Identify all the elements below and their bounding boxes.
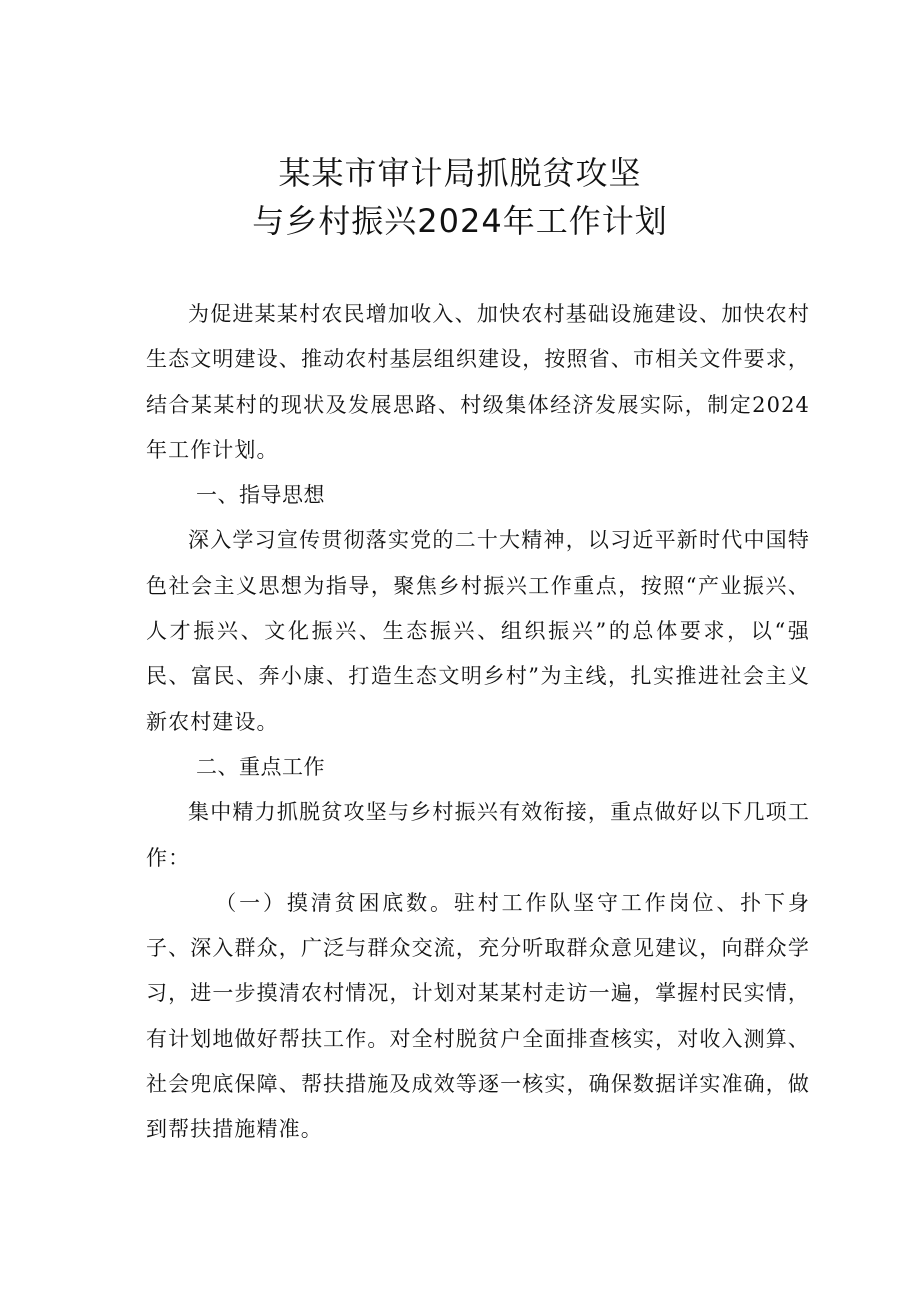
section-heading-guiding-ideology: 一、指导思想 <box>196 483 325 508</box>
key-work-item-1-paragraph: （一）摸清贫困底数。驻村工作队坚守工作岗位、扑下身子、深入群众，广泛与群众交流，充分听取群众意见建议，向群众学习，进一步摸清农村情况，计划对某某村走访一遍，掌握村民实情，有计划地做好帮扶工作。对全村脱贫户全面排查核实，对收入测算、社会兜底保障、帮扶措施及成效等逐一核实，确保数据详实准确，做到帮扶措施精准。 <box>146 890 810 1142</box>
guiding-ideology-paragraph: 深入学习宣传贯彻落实党的二十大精神，以习近平新时代中国特色社会主义思想为指导，聚焦乡村振兴工作重点，按照“产业振兴、人才振兴、文化振兴、生态振兴、组织振兴”的总体要求，以“强民、富民、奔小康、打造生态文明乡村”为主线，扎实推进社会主义新农村建设。 <box>146 528 810 734</box>
document-title-line-1: 某某市审计局抓脱贫攻坚 <box>278 154 642 192</box>
section-heading-key-work: 二、重点工作 <box>196 754 325 779</box>
document-body <box>146 292 810 1153</box>
intro-paragraph: 为促进某某村农民增加收入、加快农村基础设施建设、加快农村生态文明建设、推动农村基层组织建设，按照省、市相关文件要求，结合某某村的现状及发展思路、村级集体经济发展实际，制定2024年工作计划。 <box>146 302 810 462</box>
document-title-line-2: 与乡村振兴2024年工作计划 <box>252 202 668 240</box>
key-work-paragraph: 集中精力抓脱贫攻坚与乡村振兴有效衔接，重点做好以下几项工作： <box>146 800 810 870</box>
